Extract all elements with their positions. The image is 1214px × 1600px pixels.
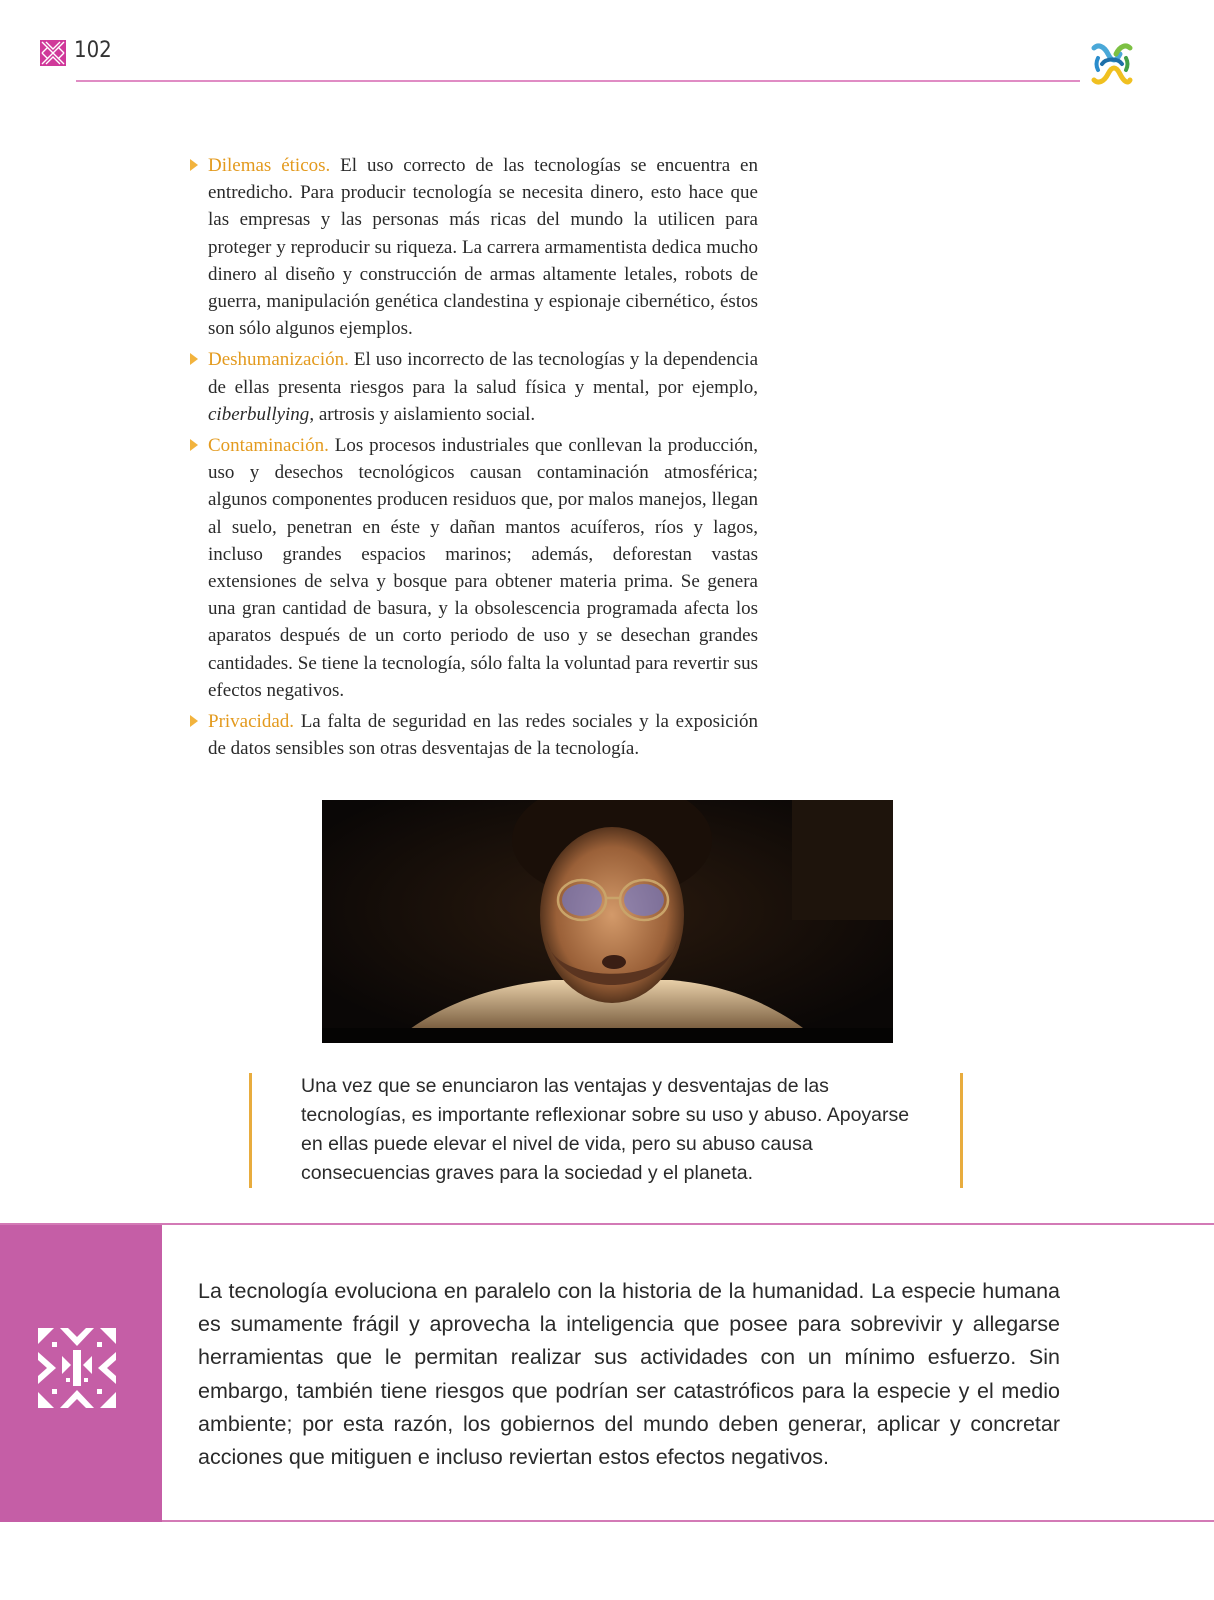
bullet-italic-term: ciberbullying [208,403,310,425]
bullet-text: El uso incorrecto de las tecnologías y la dependencia de ellas presenta riesgos para la salud física y mental, por ejemplo, [208,349,758,398]
reflection-quote: Una vez que se enunciaron las ventajas y desventajas de las tecnologías, es importante reflexionar sobre su uso y abuso. Apoyarse en ellas puede elevar el nivel de vida, pero su abuso causa consecuencias graves para la sociedad y el planeta. [301,1075,910,1184]
triangle-bullet-icon [190,439,198,451]
textile-emblem-icon [38,1328,116,1408]
triangle-bullet-icon [190,715,198,727]
bullet-term: Deshumanización. [208,349,349,371]
box-rule-top [0,1223,1214,1225]
box-paragraph: La tecnología evoluciona en paralelo con la historia de la humanidad. La especie humana es sumamente frágil y aprovecha la inteligencia que posee para sobrevivir y allegarse herramientas que le permitan realizar sus actividades con un mínimo esfuerzo. Sin embargo, también tiene riesgos que podrían ser catastróficos para la especie y el medio ambiente; por esta razón, los gobiernos del mundo deben generar, aplicar y concretar acciones que mitiguen e incluso reviertan estos efectos negativos. [198,1279,1060,1470]
bullet-text: , artrosis y aislamiento social. [309,403,536,425]
triangle-bullet-icon [190,353,198,365]
list-item [190,432,758,704]
disadvantages-list [190,152,758,766]
bullet-text: El uso correcto de las tecnologías se encuentra en entredicho. Para producir tecnología se necesita dinero, esto hace que las empresas y las personas más ricas del mundo la utilicen para proteger y reproducir su riqueza. La carrera armamentista dedica mucho dinero al diseño y construcción de armas altamente letales, robots de guerra, manipulación genética clandestina y espionaje cibernético, éstos son sólo algunos ejemplos. [208,155,758,340]
quote-bar-left [249,1073,252,1188]
list-item [190,708,758,762]
header-rule [76,80,1080,82]
list-item [190,346,758,428]
photo-person-at-screen [322,800,893,1043]
page-number: 102 [74,38,112,63]
bullet-term: Contaminación. [208,435,329,457]
list-item [190,152,758,342]
box-rule-bottom [162,1520,1214,1522]
knot-logo-icon [1088,40,1136,88]
bullet-term: Dilemas éticos. [208,155,331,176]
textile-pattern-icon [40,40,66,66]
bullet-text: La falta de seguridad en las redes sociales y la exposición de datos sensibles son otras desventajas de la tecnología. [208,711,758,760]
bullet-text: Los procesos industriales que conllevan la producción, uso y desechos tecnológicos causan contaminación atmosférica; algunos componentes producen residuos que, por malos manejos, llegan al suelo, penetran en éste y dañan mantos acuíferos, ríos y lagos, incluso grandes espacios marinos; además, deforestan vastas extensiones de selva y bosque para obtener materia prima. Se genera una gran cantidad de basura, y la obsolescencia programada afecta los aparatos después de un corto periodo de uso y se desechan grandes cantidades. Se tiene la tecnología, sólo falta la voluntad para revertir sus efectos negativos. [208,435,758,701]
quote-bar-right [960,1073,963,1188]
triangle-bullet-icon [190,159,198,171]
bullet-term: Privacidad. [208,711,295,733]
